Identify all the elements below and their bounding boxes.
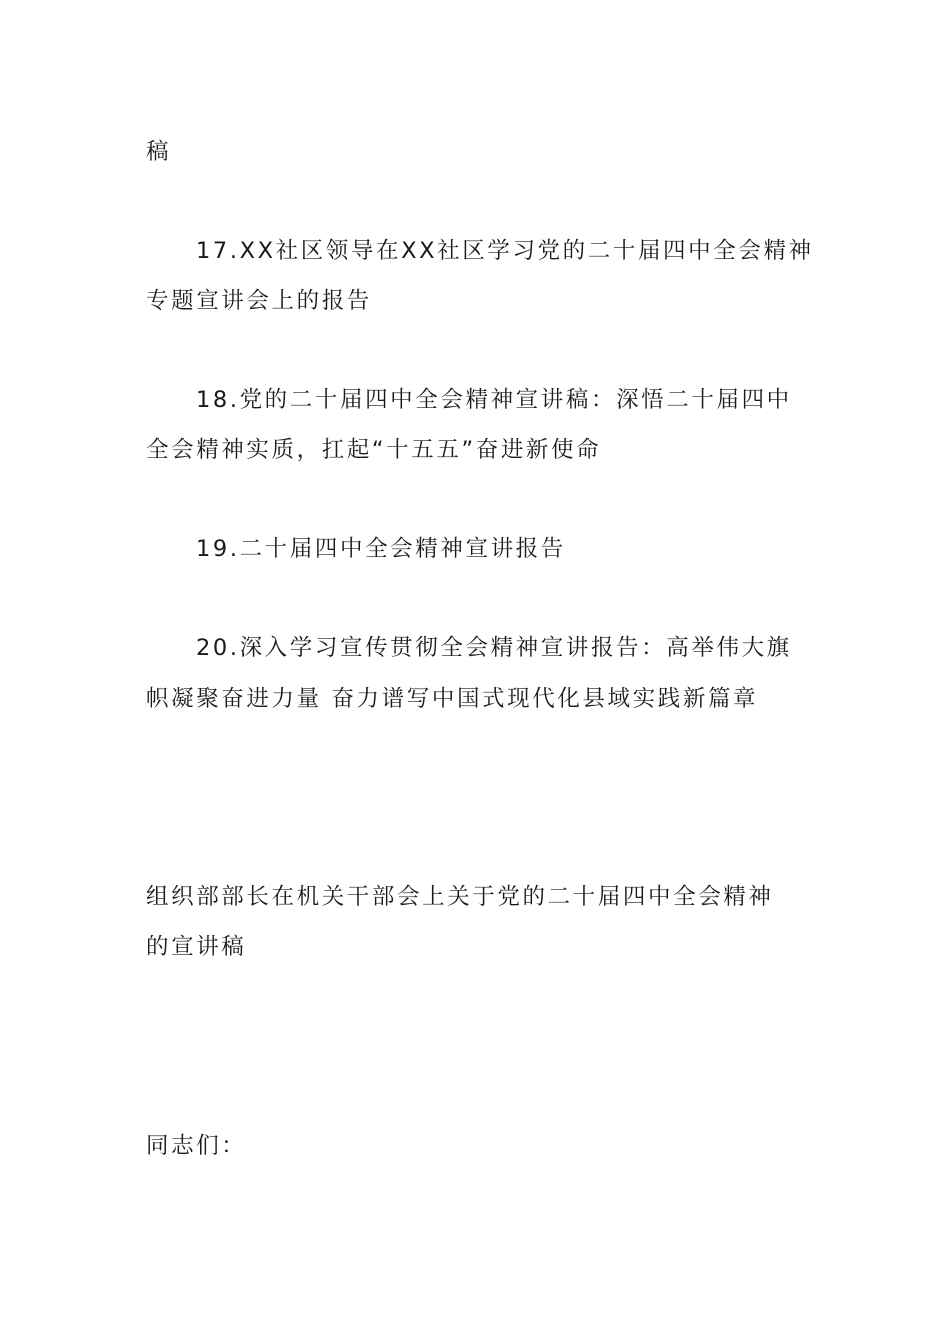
article-title: 组织部部长在机关干部会上关于党的二十届四中全会精神	[146, 884, 774, 910]
list-item-16-tail: 稿	[146, 139, 172, 165]
list-item-17-cont: 专题宣讲会上的报告	[146, 288, 372, 314]
list-item-17: 17.XX社区领导在XX社区学习党的二十届四中全会精神	[196, 238, 814, 264]
article-title-cont: 的宣讲稿	[146, 934, 247, 960]
salutation: 同志们：	[146, 1133, 247, 1159]
list-item-18-cont: 全会精神实质，扛起“十五五”奋进新使命	[146, 437, 602, 463]
list-item-18: 18.党的二十届四中全会精神宣讲稿：深悟二十届四中	[196, 387, 792, 413]
list-item-20: 20.深入学习宣传贯彻全会精神宣讲报告：高举伟大旗	[196, 635, 792, 661]
list-item-19: 19.二十届四中全会精神宣讲报告	[196, 536, 566, 562]
list-item-20-cont: 帜凝聚奋进力量 奋力谱写中国式现代化县域实践新篇章	[146, 686, 759, 712]
